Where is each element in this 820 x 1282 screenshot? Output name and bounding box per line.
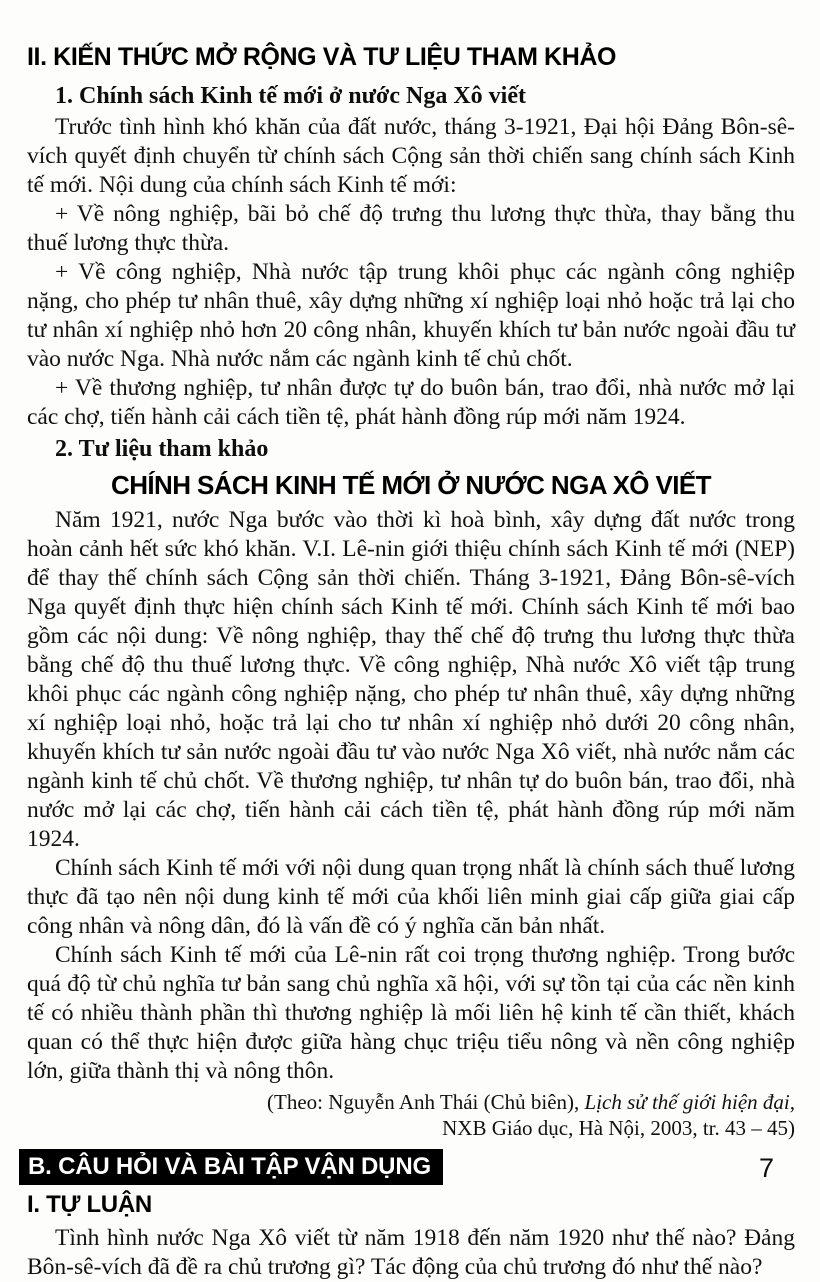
- paragraph-agriculture: + Về nông nghiệp, bãi bỏ chế độ trưng thu lương thực thừa, thay bằng thu thuế lương thực thừa.: [27, 201, 795, 256]
- paragraph-nep-intro: Trước tình hình khó khăn của đất nước, tháng 3-1921, Đại hội Đảng Bôn-sê-vích quyết định chuyển từ chính sách Cộng sản thời chiến sang chính sách Kinh tế mới. Nội dung của chính sách Kinh tế mới:: [27, 114, 795, 198]
- citation-book-title: Lịch sử thế giới hiện đại,: [584, 1090, 795, 1114]
- reference-paragraph-2: Chính sách Kinh tế mới với nội dung quan trọng nhất là chính sách thuế lương thực đã tạo nên nội dung kinh tế mới của khối liên minh giai cấp giữa giai cấp công nhân và nông dân, đó là vấn đề có ý nghĩa căn bản nhất.: [27, 855, 795, 939]
- page-number: 7: [758, 1153, 774, 1183]
- section-banner-questions: B. CÂU HỎI VÀ BÀI TẬP VẬN DỤNG: [19, 1149, 443, 1185]
- paragraph-commerce: + Về thương nghiệp, tư nhân được tự do buôn bán, trao đổi, nhà nước mở lại các chợ, tiến hành cải cách tiền tệ, phát hành đồng rúp mới năm 1924.: [27, 375, 795, 430]
- reference-document-title: CHÍNH SÁCH KINH TẾ MỚI Ở NƯỚC NGA XÔ VIẾT: [111, 470, 711, 500]
- citation: [27, 1089, 795, 1141]
- reference-paragraph-3: Chính sách Kinh tế mới của Lê-nin rất coi trọng thương nghiệp. Trong bước quá độ từ chủ nghĩa tư bản sang chủ nghĩa xã hội, với sự tồn tại của các nền kinh tế có nhiều thành phần thì thương nghiệp là mối liên hệ kinh tế cần thiết, khách quan có thể thực hiện được giữa hàng chục triệu tiểu nông và nền công nghiệp lớn, giữa thành thị và nông thôn.: [27, 942, 795, 1084]
- subsection-heading-reference: 2. Tư liệu tham khảo: [55, 436, 269, 462]
- essay-section-heading: I. TỰ LUẬN: [27, 1191, 152, 1218]
- citation-publisher: NXB Giáo dục, Hà Nội, 2003, tr. 43 – 45): [442, 1116, 795, 1140]
- essay-question: Tình hình nước Nga Xô viết từ năm 1918 đến năm 1920 như thế nào? Đảng Bôn-sê-vích đã đề ra chủ trương gì? Tác động của chủ trương đó như thế nào?: [27, 1225, 795, 1280]
- section-heading-knowledge: II. KIẾN THỨC MỞ RỘNG VÀ TƯ LIỆU THAM KHẢO: [27, 43, 617, 71]
- citation-author: (Theo: Nguyễn Anh Thái (Chủ biên),: [267, 1090, 585, 1114]
- subsection-heading-nep-policy: 1. Chính sách Kinh tế mới ở nước Nga Xô viết: [55, 83, 526, 109]
- reference-paragraph-1: Năm 1921, nước Nga bước vào thời kì hoà bình, xây dựng đất nước trong hoàn cảnh hết sức khó khăn. V.I. Lê-nin giới thiệu chính sách Kinh tế mới (NEP) để thay thế chính sách Cộng sản thời chiến. Tháng 3-1921, Đảng Bôn-sê-vích Nga quyết định thực hiện chính sách Kinh tế mới. Chính sách Kinh tế mới bao gồm các nội dung: Về nông nghiệp, thay thế chế độ trưng thu lương thực thừa bằng chế độ thu thuế lương thực. Về công nghiệp, Nhà nước Xô viết tập trung khôi phục các ngành công nghiệp nặng, cho phép tư nhân thuê, xây dựng những xí nghiệp loại nhỏ, hoặc trả lại cho tư nhân xí nghiệp nhỏ dưới 20 công nhân, khuyến khích tư sản nước ngoài đầu tư vào nước Nga Xô viết, nhà nước nắm các ngành kinh tế chủ chốt. Về thương nghiệp, tư nhân tự do buôn bán, trao đổi, nhà nước mở lại các chợ, tiến hành cải cách tiền tệ, phát hành đồng rúp mới năm 1924.: [27, 507, 795, 852]
- paragraph-industry: + Về công nghiệp, Nhà nước tập trung khôi phục các ngành công nghiệp nặng, cho phép tư nhân thuê, xây dựng những xí nghiệp loại nhỏ hoặc trả lại cho tư nhân xí nghiệp nhỏ hơn 20 công nhân, khuyến khích tư bản nước ngoài đầu tư vào nước Nga. Nhà nước nắm các ngành kinh tế chủ chốt.: [27, 259, 795, 372]
